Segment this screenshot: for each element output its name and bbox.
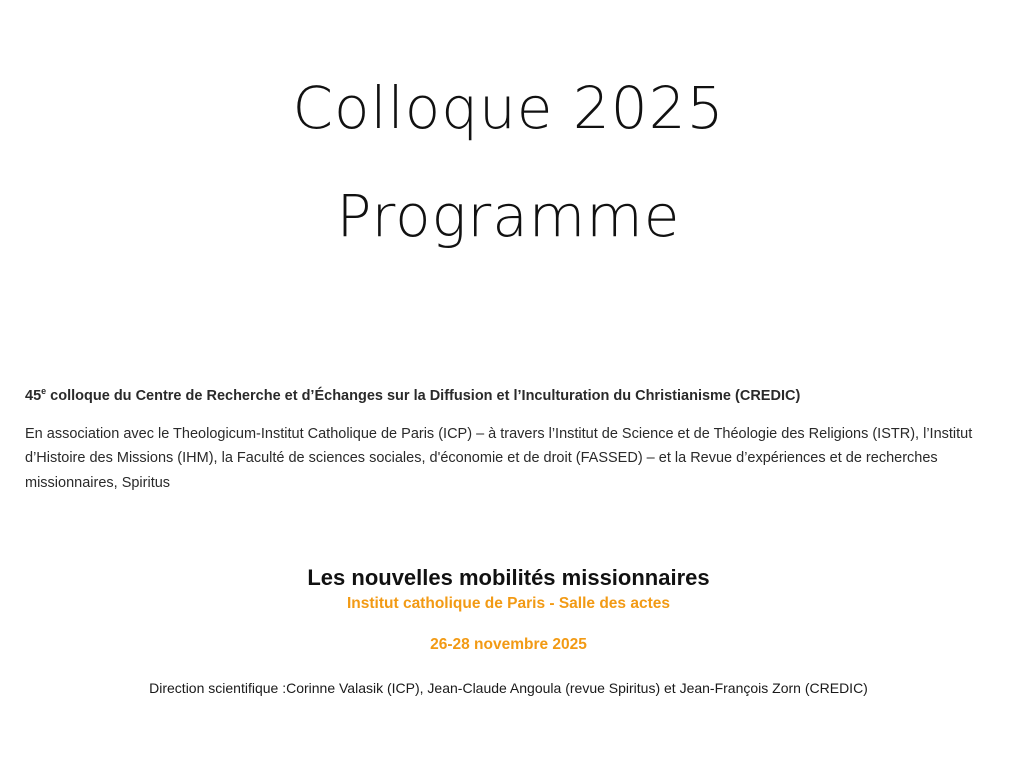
scientific-direction: Direction scientifique :Corinne Valasik (ICP), Jean-Claude Angoula (revue Spiritus) et Jean-François Zorn (CREDIC) (149, 680, 868, 696)
event-venue: Institut catholique de Paris - Salle des actes (346, 595, 671, 612)
colloquium-heading (25, 386, 1005, 406)
page-subtitle: Programme (336, 182, 681, 250)
colloquium-heading-text: colloque du Centre de Recherche et d’Échanges sur la Diffusion et l’Inculturation du Christianisme (CREDIC) (46, 387, 801, 404)
page-title: Colloque 2025 (292, 74, 725, 142)
association-paragraph: En association avec le Theologicum-Institut Catholique de Paris (ICP) – à travers l’Institut de Science et de Théologie des Religions (ISTR), l’Institut d’Histoire des Missions (IHM), la Faculté de sciences sociales, d'économie et de droit (FASSED) – et la Revue d’expériences et de recherches missionnaires, Spiritus (25, 425, 973, 491)
colloquium-number: 45 (25, 387, 42, 404)
ordinal-superscript: e (41, 385, 47, 396)
event-dates: 26-28 novembre 2025 (430, 636, 587, 653)
event-title: Les nouvelles mobilités missionnaires (307, 565, 710, 591)
